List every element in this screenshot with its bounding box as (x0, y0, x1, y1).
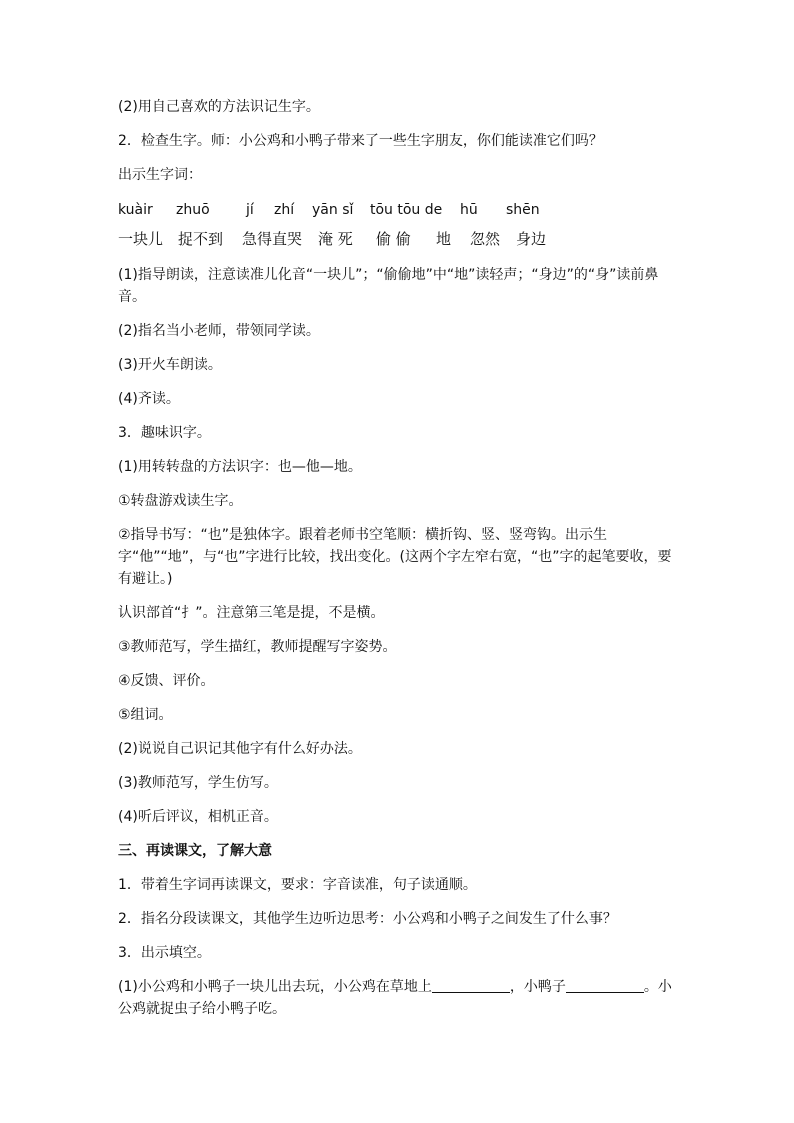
line-22-part-a: (1)小公鸡和小鸭子一块儿出去玩，小公鸡在草地上 (118, 979, 432, 995)
line-2: 2．检查生字。师：小公鸡和小鸭子带来了一些生字朋友，你们能读准它们吗？ (118, 133, 603, 149)
line-16: (2)说说自己识记其他字有什么好办法。 (118, 741, 362, 757)
pinyin-zhuo: zhuō (176, 202, 210, 218)
line-22-part-c: 。小公鸡就捉虫子给小鸭子吃。 (118, 979, 672, 1017)
pinyin-toutoude: tōu tōu de (370, 202, 443, 218)
line-11: ②指导书写：“也”是独体字。跟着老师书空笔顺：横折钩、竖、竖弯钩。出示生字“他”“地”，与“也”字进行比较，找出变化。(这两个字左窄右宽，“也”字的起笔要收，要有避让。) (118, 527, 672, 587)
line-7: (4)齐读。 (118, 391, 180, 407)
pinyin-hu: hū (460, 202, 478, 218)
word-toutou: 偷 偷 (376, 230, 411, 248)
pinyin-row (118, 200, 678, 220)
pinyin-shen: shēn (506, 202, 540, 218)
section-heading-3: 三、再读课文，了解大意 (118, 843, 272, 859)
word-jidezhiku: 急得直哭 (242, 230, 303, 248)
line-17: (3)教师范写，学生仿写。 (118, 775, 278, 791)
pinyin-kuair: kuàir (118, 202, 153, 218)
document-body (118, 96, 678, 1032)
word-yansi: 淹 死 (318, 230, 353, 248)
line-21: 3．出示填空。 (118, 945, 211, 961)
line-12: 认识部首“扌”。注意第三笔是提，不是横。 (118, 605, 385, 621)
line-18: (4)听后评议，相机正音。 (118, 809, 278, 825)
line-15: ⑤组词。 (118, 707, 173, 723)
line-3: 出示生字词： (118, 167, 202, 183)
line-19: 1．带着生字词再读课文，要求：字音读准，句子读通顺。 (118, 877, 477, 893)
line-8: 3．趣味识字。 (118, 425, 211, 441)
word-zhuobudao: 捉不到 (178, 230, 224, 248)
word-row (118, 228, 678, 250)
word-di: 地 (436, 230, 452, 248)
line-4: (1)指导朗读，注意读准儿化音“一块儿”；“偷偷地”中“地”读轻声；“身边”的“身”读前鼻音。 (118, 267, 659, 305)
line-14: ④反馈、评价。 (118, 673, 215, 689)
line-20: 2．指名分段读课文，其他学生边听边思考：小公鸡和小鸭子之间发生了什么事？ (118, 911, 617, 927)
line-10: ①转盘游戏读生字。 (118, 493, 243, 509)
word-huran: 忽然 (470, 230, 501, 248)
word-shenbian: 身边 (516, 230, 547, 248)
line-13: ③教师范写，学生描红，教师提醒写字姿势。 (118, 639, 397, 655)
fill-blank-1 (432, 978, 510, 993)
line-22 (118, 976, 678, 1020)
line-6: (3)开火车朗读。 (118, 357, 222, 373)
line-22-part-b: ，小鸭子 (509, 979, 566, 995)
pinyin-zhi: zhí (274, 202, 295, 218)
pinyin-yansi: yān sǐ (312, 202, 354, 218)
fill-blank-2 (566, 978, 644, 993)
word-yikuaier: 一块儿 (118, 230, 164, 248)
line-5: (2)指名当小老师，带领同学读。 (118, 323, 320, 339)
pinyin-ji: jí (246, 202, 254, 218)
line-9: (1)用转转盘的方法识字：也—他—地。 (118, 459, 362, 475)
line-1: (2)用自己喜欢的方法识记生字。 (118, 99, 320, 115)
